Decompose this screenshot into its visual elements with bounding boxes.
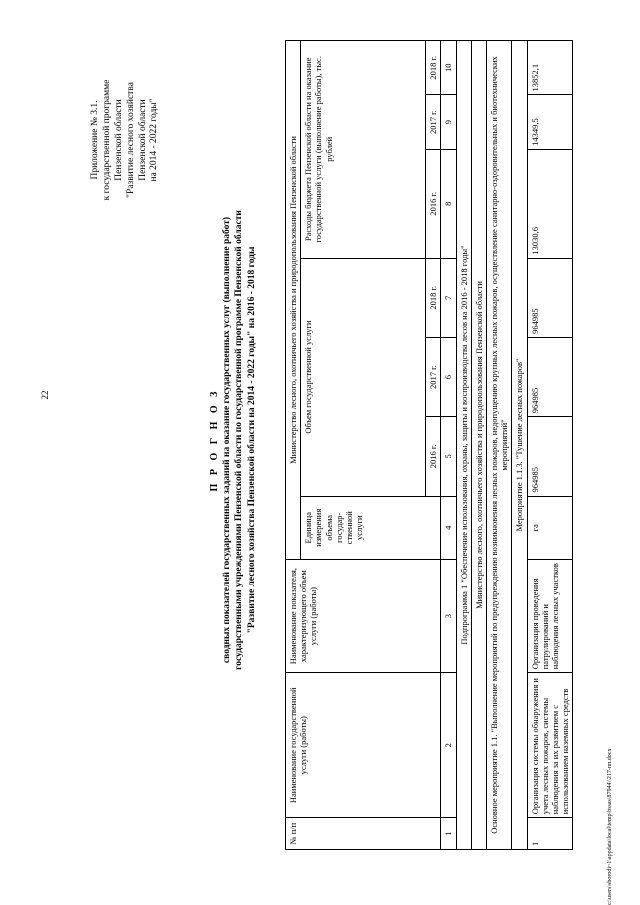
header-ministry: Министерство лесного, охотничьего хозяйства и природопользования Пензенской области xyxy=(286,41,301,560)
index-cell: 7 xyxy=(441,258,456,337)
index-row xyxy=(441,41,456,850)
index-cell: 3 xyxy=(441,559,456,672)
rotated-sheet xyxy=(80,30,620,850)
main-event-row: Основное мероприятие 1.1. "Выполнение мероприятий по предупреждению возникновения лесных пожаров, недопущению крупных лесных пожаров, осуществление санитарно-оздоровительных и биотехнических мероприятий" xyxy=(486,41,511,850)
index-cell: 2 xyxy=(441,673,456,818)
row-budget-2017: 14349,5 xyxy=(527,95,573,149)
index-cell: 1 xyxy=(441,818,456,850)
table-row xyxy=(527,41,573,850)
index-cell: 9 xyxy=(441,95,456,149)
appendix-line: Пензенской области xyxy=(113,99,124,181)
forecast-table xyxy=(285,40,573,850)
footer-file-path: c:\users\sborodi~1\appdata\local\temp\bssas\87944\\217-пп.docx xyxy=(607,748,613,905)
row-volume-2018: 964985 xyxy=(527,258,573,337)
header-year: 2018 г. xyxy=(426,258,441,337)
row-volume-2016: 964985 xyxy=(527,417,573,496)
heading-line: "Развитие лесного хозяйства Пензенской области на 2014 - 2022 годы" на 2016 - 2018 годы xyxy=(246,246,257,634)
row-unit: га xyxy=(527,496,573,559)
index-cell: 10 xyxy=(441,41,456,95)
appendix-line: Приложение № 3.1. xyxy=(90,100,100,180)
row-volume-2017: 964985 xyxy=(527,337,573,416)
row-budget-2016: 13030,6 xyxy=(527,149,573,258)
heading-line: сводных показателей государственных заданий на оказание государственных услуг (выполнение работ) xyxy=(222,216,232,664)
header-unit: Единица измерения объема государ- ственной услуги xyxy=(301,496,441,559)
header-volume: Объем государственной услуги xyxy=(301,258,426,496)
appendix-note xyxy=(90,50,161,230)
header-year: 2017 г. xyxy=(426,95,441,149)
appendix-line: на 2014 - 2022 годы" xyxy=(149,98,160,182)
index-cell: 6 xyxy=(441,337,456,416)
page-number: 22 xyxy=(40,390,50,400)
header-year: 2016 г. xyxy=(426,149,441,258)
heading-title: П Р О Г Н О З xyxy=(209,388,220,492)
heading-line: государственными учреждениями Пензенской области по государственной программе Пензенской области xyxy=(234,210,245,670)
row-no: 1 xyxy=(527,818,573,850)
index-cell: 4 xyxy=(441,496,456,559)
appendix-line: "Развитие лесного хозяйства xyxy=(125,82,136,198)
index-cell: 5 xyxy=(441,417,456,496)
event-row: Мероприятие 1.1.3. "Тушение лесных пожаров" xyxy=(512,41,527,850)
row-indicator: Организация проведения патрулирований и наблюдения лесных участков xyxy=(527,559,573,672)
row-service: Организация системы обнаружения и учета лесных пожаров, системы наблюдения за их развитием с использованием наземных средств xyxy=(527,673,573,818)
ministry-row: Министерство лесного, охотничьего хозяйства и природопользования Пензенской области xyxy=(471,41,486,850)
header-year: 2018 г. xyxy=(426,41,441,95)
appendix-line: Пензенской области xyxy=(137,99,148,181)
header-indicator: Наименование показателя, характеризующего объем услуги (работы) xyxy=(286,559,441,672)
header-no: № п/п xyxy=(286,818,441,850)
row-budget-2018: 13852,1 xyxy=(527,41,573,95)
subprogram-row: Подпрограмма 1 "Обеспечение использования, охраны, защиты и воспроизводства лесов на 2016 - 2018 годы" xyxy=(456,41,471,850)
index-cell: 8 xyxy=(441,149,456,258)
header-service: Наименование государственной услуги (работы) xyxy=(286,673,441,818)
header-budget: Расходы бюджета Пензенской области на оказание государственной услуги (выполнение работы), тыс. рублей xyxy=(301,41,426,259)
document-heading xyxy=(208,50,258,830)
header-year: 2016 г. xyxy=(426,417,441,496)
header-year: 2017 г. xyxy=(426,337,441,416)
appendix-line: к государственной программе xyxy=(101,79,112,201)
